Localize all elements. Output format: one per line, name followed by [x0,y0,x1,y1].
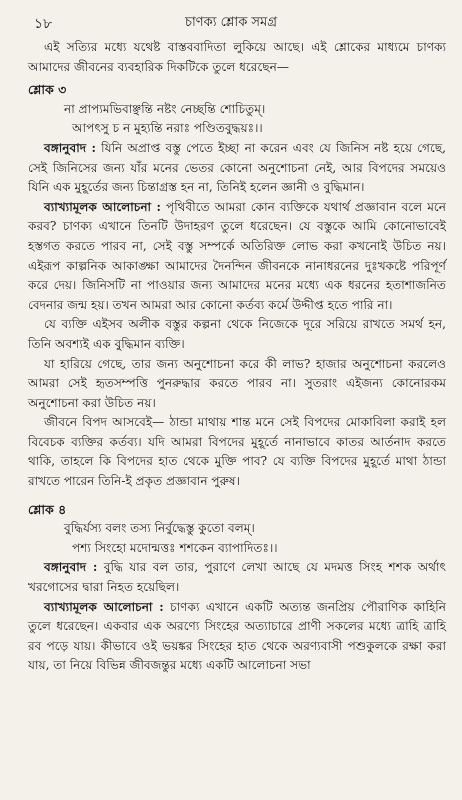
sloka-3-commentary [28,198,446,316]
running-title: চাণক্য শ্লোক সমগ্র [185,15,277,30]
commentary-text: চাণক্য এখানে একটি অত্যন্ত জনপ্রিয় পৌরাণিক কাহিনি তুলে ধরেছেন। একবার এক অরণ্যে সিংহের অত্যাচারে প্রাণী সকলের মধ্যে ত্রাহি ত্রাহি রব পড়ে যায়। কীভাবে ওই ভয়ঙ্কর সিংহের হাত থেকে অরণ্যবাসী পশুকুলকে রক্ষা করা যায়, তা নিয়ে বিভিন্ন জীবজন্তুর মধ্যে একটি আলোচনা সভা [28,599,446,673]
sloka-3-translation [28,139,446,198]
translation-label: বঙ্গানুবাদ : [44,560,98,575]
commentary-label: ব্যাখ্যামূলক আলোচনা : [44,599,164,614]
translation-label: বঙ্গানুবাদ : [44,140,97,155]
sloka-3-paragraph-3: যা হারিয়ে গেছে, তার জন্য অনুশোচনা করে কী লাভ? হাজার অনুশোচনা করলেও আমরা সেই হৃতসম্পত্তি পুনরুদ্ধার করতে পারব না। সুতরাং এইজন্য কোনোরকম অনুশোচনা করা উচিত নয়। [28,356,446,410]
page-number: ১৮ [34,16,53,32]
translation-text: যিনি অপ্রাপ্ত বস্তু পেতে ইচ্ছা না করেন এবং যে জিনিস নষ্ট হয়ে গেছে, সেই জিনিসের জন্য যাঁর মনের ভেতর কোনো অনুশোচনা নেই, আর বিপদের সময়েও যিনি এক মুহূর্তের জন্য চিন্তাগ্রস্ত হন না, তিনিই হলেন জ্ঞানী ও বুদ্ধিমান। [28,140,446,195]
page-body [28,38,446,676]
intro-paragraph: এই সত্যির মধ্যে যথেষ্ট বাস্তববাদিতা লুকিয়ে আছে। এই শ্লোকের মাধ্যমে চাণক্য আমাদের জীবনের ব্যবহারিক দিকটিকে তুলে ধরেছেন— [28,40,446,74]
sloka-3-verse-line-1: না প্রাপ্যমভিবাঞ্ছন্তি নষ্টং নেচ্ছন্তি শোচিতুম্। [64,101,266,116]
sloka-3-paragraph-2: যে ব্যক্তি এইসব অলীক বস্তুর কল্পনা থেকে নিজেকে দূরে সরিয়ে রাখতে সমর্থ হন, তিনি অবশ্যই এক বুদ্ধিমান ব্যক্তি। [28,317,446,351]
sloka-4-commentary [28,598,446,676]
sloka-3-heading: শ্লোক ৩ [28,82,67,98]
commentary-text: পৃথিবীতে আমরা কোন ব্যক্তিকে যথার্থ প্রজ্ঞাবান বলে মনে করব? চাণক্য এখানে তিনটি উদাহরণ তুলে ধরেছেন। যে বস্তুকে আমি কোনোভাবেই হস্তগত করতে পারব না, সেই বস্তু সম্পর্কে অতিরিক্ত লোভ করা কখনোই উচিত নয়। এইরূপ কাল্পনিক আকাঙ্ক্ষা আমাদের দৈনন্দিন জীবনকে নানাধরনের দুঃখকষ্টে পরিপূর্ণ করে দেয়। জিনিসটি না পাওয়ার জন্য আমাদের মনের মধ্যে এক ধরনের হতাশাজনিত বেদনার জন্ম হয়। তখন আমরা আর কোনো কর্তব্য কর্মে উদ্দীপ্ত হতে পারি না। [28,199,446,312]
sloka-4-verse-line-2: পশ্য সিংহো মদোন্মত্তঃ শশকেন ব্যাপাদিতঃ।। [72,540,278,555]
translation-text: বুদ্ধি যার বল তার, পুরাণে লেখা আছে যে মদমত্ত সিংহ শশক অর্থাৎ খরগোসের দ্বারা নিহত হয়েছিল। [28,560,446,595]
sloka-4-translation [28,558,446,597]
sloka-4-verse-line-1: বুদ্ধির্যস্য বলং তস্য নির্বুদ্ধেস্তু কুতো বলম্। [64,521,255,536]
sloka-3-paragraph-4: জীবনে বিপদ আসবেই— ঠান্ডা মাথায় শান্ত মনে সেই বিপদের মোকাবিলা করাই হল বিবেচক ব্যক্তির কর্তব্য। যদি আমরা বিপদের মুহূর্তে নানাভাবে কাতর আর্তনাদ করতে থাকি, তাহলে কি বিপদের হাত থেকে মুক্তি পাব? যে ব্যক্তি বিপদের মুহূর্তে মাথা ঠান্ডা রাখতে পারেন তিনি-ই প্রকৃত প্রজ্ঞাবান পুরুষ। [28,415,446,489]
commentary-label: ব্যাখ্যামূলক আলোচনা : [44,199,161,214]
page-header [0,12,462,34]
sloka-3-verse-line-2: আপৎসু চ ন মুহ্যন্তি নরাঃ পণ্ডিতবুদ্ধয়ঃ।। [72,121,263,136]
sloka-4-heading: শ্লোক ৪ [28,501,67,517]
